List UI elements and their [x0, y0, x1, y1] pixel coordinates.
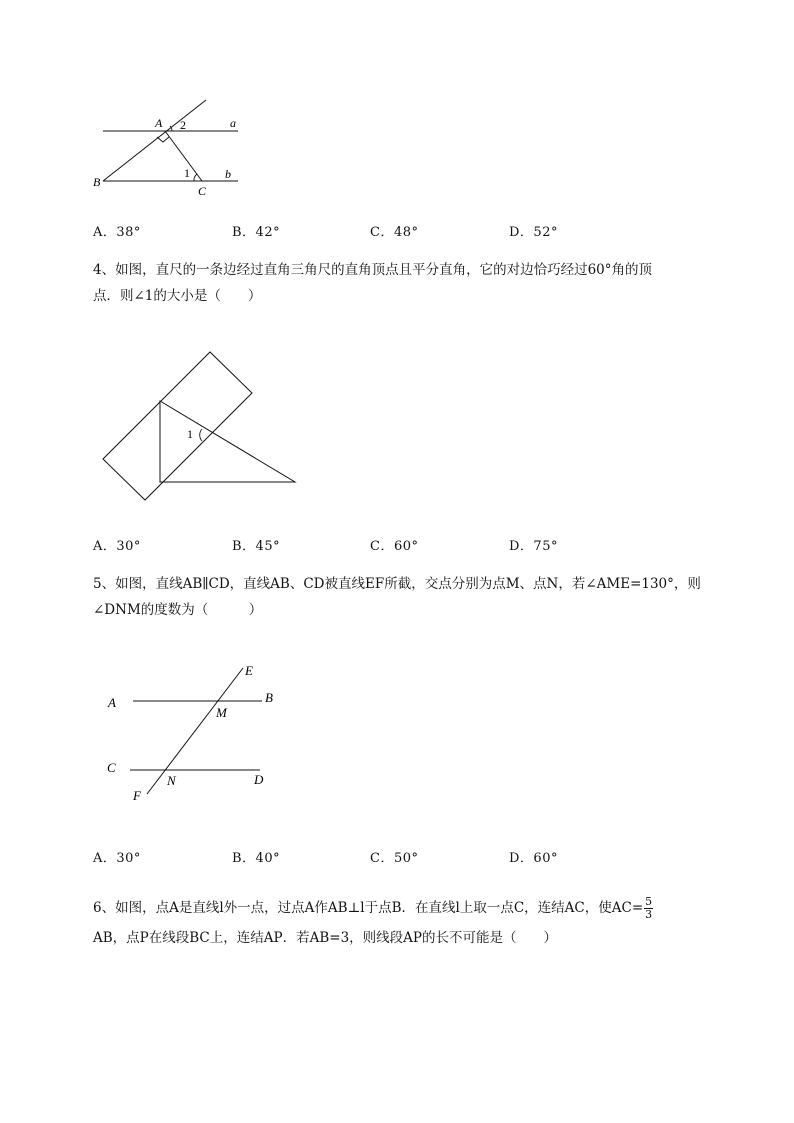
question-4-line1: 4、如图，直尺的一条边经过直角三角尺的直角顶点且平分直角，它的对边恰巧经过60°角的顶	[93, 262, 653, 278]
fraction-numerator: 5	[645, 895, 653, 908]
label-E: E	[245, 663, 253, 678]
line-EF	[147, 668, 243, 794]
q5-option-a: A．30°	[93, 851, 141, 866]
angle-1-arc	[200, 429, 202, 441]
label-C: C	[107, 760, 116, 775]
q3-option-c: C．48°	[370, 225, 419, 240]
label-F: F	[133, 788, 141, 803]
label-A: A	[108, 695, 116, 710]
q3-option-b: B．42°	[232, 225, 281, 240]
label-D: D	[254, 772, 264, 787]
label-B: B	[93, 175, 101, 189]
question-6-line2: AB，点P在线段BC上，连结AP．若AB=3，则线段AP的长不可能是（ ）	[93, 930, 557, 946]
label-1: 1	[187, 427, 193, 441]
q5-option-b: B．40°	[232, 851, 281, 866]
label-N: N	[167, 773, 176, 788]
ruler	[103, 352, 252, 500]
question-6-line1	[93, 896, 654, 921]
label-B: B	[265, 690, 273, 705]
question-5-line1: 5、如图，直线AB∥CD，直线AB、CD被直线EF所截，交点分别为点M、点N，若∠AME=130°，则	[93, 576, 701, 592]
label-C: C	[198, 184, 207, 198]
figure-transversal	[100, 660, 290, 806]
figure-ruler-triangle	[98, 346, 302, 502]
q3-option-d: D．52°	[509, 225, 558, 240]
q4-option-c: C．60°	[370, 539, 419, 554]
q5-option-c: C．50°	[370, 851, 419, 866]
angle-1-arc	[194, 174, 197, 181]
q4-option-d: D．75°	[509, 539, 558, 554]
question-5-line2: ∠DNM的度数为（ ）	[93, 602, 263, 618]
fraction-denominator: 3	[645, 908, 653, 921]
label-b: b	[225, 167, 231, 181]
q4-option-a: A．30°	[93, 539, 141, 554]
question-4-line2: 点．则∠1的大小是（ ）	[93, 288, 262, 304]
q3-option-a: A．38°	[93, 225, 141, 240]
question-6-text-a: 6、如图，点A是直线l外一点，过点A作AB⊥l于点B．在直线l上取一点C，连结AC，使AC=	[93, 900, 644, 916]
label-1: 1	[184, 166, 190, 180]
right-triangle	[160, 401, 295, 482]
label-A: A	[155, 116, 163, 130]
label-a: a	[230, 116, 236, 130]
figure-parallel-lines-triangle	[88, 92, 258, 202]
line-BA-extended	[103, 100, 206, 181]
label-2: 2	[180, 118, 186, 132]
q5-option-d: D．60°	[509, 851, 558, 866]
fraction-five-thirds	[644, 896, 653, 921]
q4-option-b: B．45°	[232, 539, 281, 554]
label-M: M	[216, 705, 227, 720]
